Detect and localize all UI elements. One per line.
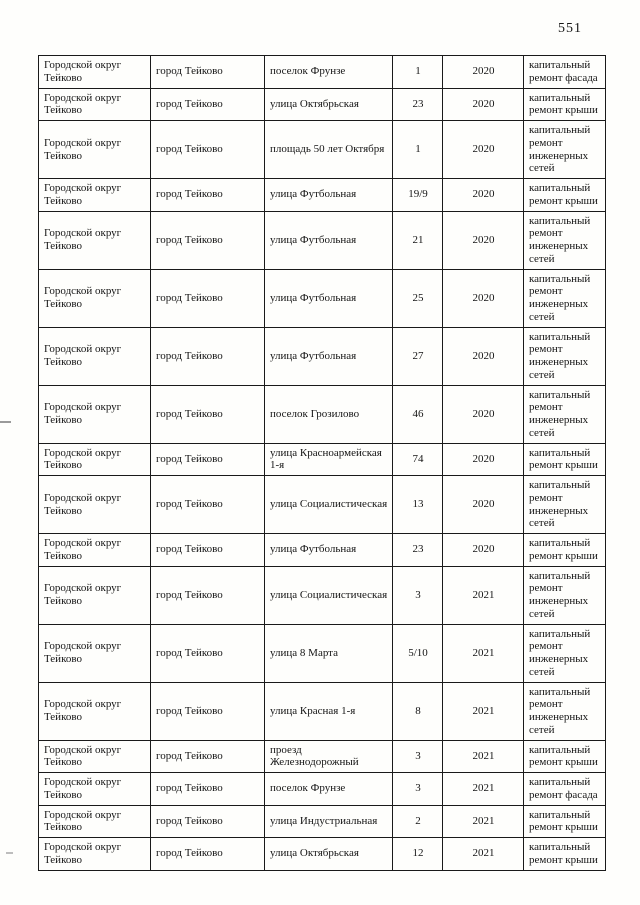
- cell-street: улица Футбольная: [265, 211, 393, 269]
- cell-street: улица Социалистическая: [265, 566, 393, 624]
- cell-house: 8: [393, 682, 443, 740]
- cell-house: 3: [393, 773, 443, 806]
- cell-year: 2021: [443, 838, 524, 871]
- cell-city: город Тейково: [151, 740, 265, 773]
- cell-district: Городской округ Тейково: [39, 838, 151, 871]
- table-row: [39, 56, 606, 89]
- cell-work: капитальный ремонт фасада: [524, 773, 606, 806]
- cell-work: капитальный ремонт крыши: [524, 534, 606, 567]
- cell-work: капитальный ремонт инженерных сетей: [524, 682, 606, 740]
- table-body: [39, 56, 606, 871]
- cell-year: 2021: [443, 773, 524, 806]
- cell-year: 2021: [443, 566, 524, 624]
- cell-year: 2020: [443, 385, 524, 443]
- cell-work: капитальный ремонт инженерных сетей: [524, 211, 606, 269]
- cell-year: 2020: [443, 179, 524, 212]
- cell-work: капитальный ремонт инженерных сетей: [524, 121, 606, 179]
- table-row: [39, 385, 606, 443]
- cell-year: 2020: [443, 121, 524, 179]
- cell-city: город Тейково: [151, 121, 265, 179]
- cell-city: город Тейково: [151, 269, 265, 327]
- cell-district: Городской округ Тейково: [39, 327, 151, 385]
- repair-program-table: [38, 55, 606, 871]
- cell-house: 19/9: [393, 179, 443, 212]
- cell-street: улица Футбольная: [265, 269, 393, 327]
- cell-district: Городской округ Тейково: [39, 624, 151, 682]
- cell-city: город Тейково: [151, 476, 265, 534]
- cell-city: город Тейково: [151, 385, 265, 443]
- cell-work: капитальный ремонт крыши: [524, 805, 606, 838]
- cell-district: Городской округ Тейково: [39, 179, 151, 212]
- table-row: [39, 740, 606, 773]
- scan-artifact: [6, 852, 13, 854]
- cell-year: 2020: [443, 534, 524, 567]
- cell-work: капитальный ремонт инженерных сетей: [524, 269, 606, 327]
- cell-street: улица Октябрьская: [265, 838, 393, 871]
- table-row: [39, 476, 606, 534]
- cell-city: город Тейково: [151, 682, 265, 740]
- cell-year: 2020: [443, 443, 524, 476]
- cell-house: 74: [393, 443, 443, 476]
- cell-street: поселок Грозилово: [265, 385, 393, 443]
- cell-city: город Тейково: [151, 179, 265, 212]
- cell-work: капитальный ремонт инженерных сетей: [524, 624, 606, 682]
- cell-city: город Тейково: [151, 773, 265, 806]
- cell-work: капитальный ремонт крыши: [524, 443, 606, 476]
- cell-district: Городской округ Тейково: [39, 534, 151, 567]
- cell-district: Городской округ Тейково: [39, 443, 151, 476]
- cell-city: город Тейково: [151, 838, 265, 871]
- table-row: [39, 805, 606, 838]
- cell-street: улица Футбольная: [265, 534, 393, 567]
- cell-district: Городской округ Тейково: [39, 476, 151, 534]
- cell-year: 2021: [443, 805, 524, 838]
- cell-year: 2021: [443, 624, 524, 682]
- table-row: [39, 327, 606, 385]
- cell-house: 27: [393, 327, 443, 385]
- cell-year: 2020: [443, 476, 524, 534]
- cell-house: 1: [393, 121, 443, 179]
- cell-city: город Тейково: [151, 534, 265, 567]
- cell-house: 12: [393, 838, 443, 871]
- cell-work: капитальный ремонт инженерных сетей: [524, 327, 606, 385]
- cell-street: улица Индустриальная: [265, 805, 393, 838]
- cell-district: Городской округ Тейково: [39, 56, 151, 89]
- cell-district: Городской округ Тейково: [39, 269, 151, 327]
- cell-street: площадь 50 лет Октября: [265, 121, 393, 179]
- cell-house: 23: [393, 88, 443, 121]
- cell-street: проезд Железнодорожный: [265, 740, 393, 773]
- cell-year: 2020: [443, 327, 524, 385]
- cell-house: 23: [393, 534, 443, 567]
- cell-street: улица Октябрьская: [265, 88, 393, 121]
- cell-work: капитальный ремонт инженерных сетей: [524, 566, 606, 624]
- cell-street: улица Красная 1-я: [265, 682, 393, 740]
- cell-house: 25: [393, 269, 443, 327]
- table-row: [39, 682, 606, 740]
- cell-house: 13: [393, 476, 443, 534]
- cell-work: капитальный ремонт крыши: [524, 179, 606, 212]
- cell-street: поселок Фрунзе: [265, 56, 393, 89]
- cell-city: город Тейково: [151, 805, 265, 838]
- table-row: [39, 534, 606, 567]
- table-row: [39, 838, 606, 871]
- cell-district: Городской округ Тейково: [39, 121, 151, 179]
- cell-house: 46: [393, 385, 443, 443]
- scan-artifact: [0, 421, 11, 423]
- cell-street: улица Футбольная: [265, 327, 393, 385]
- cell-city: город Тейково: [151, 88, 265, 121]
- cell-city: город Тейково: [151, 443, 265, 476]
- cell-district: Городской округ Тейково: [39, 88, 151, 121]
- cell-house: 3: [393, 740, 443, 773]
- cell-work: капитальный ремонт инженерных сетей: [524, 476, 606, 534]
- cell-house: 21: [393, 211, 443, 269]
- cell-work: капитальный ремонт крыши: [524, 740, 606, 773]
- cell-year: 2020: [443, 56, 524, 89]
- cell-year: 2020: [443, 211, 524, 269]
- table-row: [39, 179, 606, 212]
- cell-work: капитальный ремонт инженерных сетей: [524, 385, 606, 443]
- table-row: [39, 269, 606, 327]
- cell-district: Городской округ Тейково: [39, 385, 151, 443]
- cell-work: капитальный ремонт фасада: [524, 56, 606, 89]
- cell-city: город Тейково: [151, 211, 265, 269]
- cell-district: Городской округ Тейково: [39, 773, 151, 806]
- cell-house: 3: [393, 566, 443, 624]
- table-row: [39, 211, 606, 269]
- cell-year: 2021: [443, 682, 524, 740]
- cell-year: 2021: [443, 740, 524, 773]
- cell-street: улица Футбольная: [265, 179, 393, 212]
- cell-work: капитальный ремонт крыши: [524, 838, 606, 871]
- cell-work: капитальный ремонт крыши: [524, 88, 606, 121]
- cell-street: улица Красноармейская 1-я: [265, 443, 393, 476]
- table-row: [39, 443, 606, 476]
- cell-district: Городской округ Тейково: [39, 566, 151, 624]
- cell-city: город Тейково: [151, 566, 265, 624]
- cell-city: город Тейково: [151, 56, 265, 89]
- cell-city: город Тейково: [151, 624, 265, 682]
- cell-city: город Тейково: [151, 327, 265, 385]
- cell-house: 2: [393, 805, 443, 838]
- cell-year: 2020: [443, 269, 524, 327]
- cell-street: улица Социалистическая: [265, 476, 393, 534]
- table-row: [39, 624, 606, 682]
- cell-district: Городской округ Тейково: [39, 211, 151, 269]
- cell-district: Городской округ Тейково: [39, 805, 151, 838]
- cell-house: 5/10: [393, 624, 443, 682]
- table-row: [39, 566, 606, 624]
- cell-year: 2020: [443, 88, 524, 121]
- cell-house: 1: [393, 56, 443, 89]
- page-number: 551: [558, 21, 582, 36]
- cell-district: Городской округ Тейково: [39, 740, 151, 773]
- cell-district: Городской округ Тейково: [39, 682, 151, 740]
- table-row: [39, 773, 606, 806]
- cell-street: улица 8 Марта: [265, 624, 393, 682]
- table-row: [39, 88, 606, 121]
- table-row: [39, 121, 606, 179]
- cell-street: поселок Фрунзе: [265, 773, 393, 806]
